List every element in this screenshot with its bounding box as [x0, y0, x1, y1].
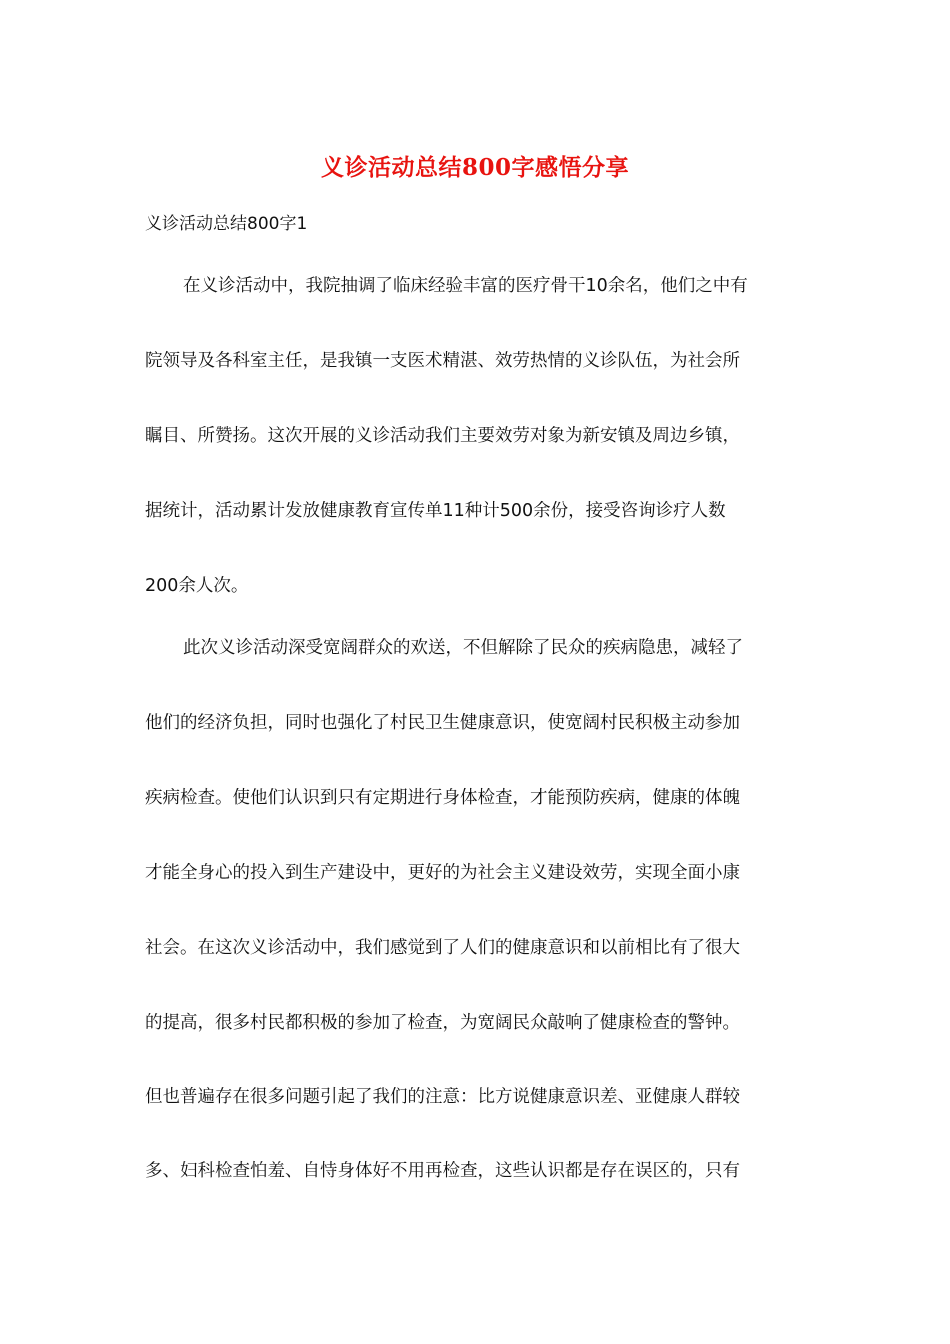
paragraph-line: 才能全身心的投入到生产建设中，更好的为社会主义建设效劳，实现全面小康 [145, 863, 740, 883]
paragraph-line: 院领导及各科室主任，是我镇一支医术精湛、效劳热情的义诊队伍，为社会所 [145, 351, 740, 371]
paragraph-line: 多、妇科检查怕羞、自恃身体好不用再检查，这些认识都是存在误区的，只有 [145, 1161, 740, 1181]
paragraph-line: 疾病检查。使他们认识到只有定期进行身体检查，才能预防疾病，健康的体魄 [145, 788, 740, 808]
section-subheading: 义诊活动总结800字1 [145, 214, 308, 234]
paragraph-line: 但也普遍存在很多问题引起了我们的注意：比方说健康意识差、亚健康人群较 [145, 1087, 740, 1107]
paragraph-line: 此次义诊活动深受宽阔群众的欢送，不但解除了民众的疾病隐患，减轻了 [183, 638, 743, 658]
paragraph-line: 瞩目、所赞扬。这次开展的义诊活动我们主要效劳对象为新安镇及周边乡镇， [145, 426, 740, 446]
paragraph-line: 社会。在这次义诊活动中，我们感觉到了人们的健康意识和以前相比有了很大 [145, 938, 740, 958]
document-title: 义诊活动总结800字感悟分享 [320, 154, 629, 181]
paragraph-line: 在义诊活动中，我院抽调了临床经验丰富的医疗骨干10余名，他们之中有 [183, 276, 748, 296]
paragraph-line: 的提高，很多村民都积极的参加了检查，为宽阔民众敲响了健康检查的警钟。 [145, 1013, 740, 1033]
paragraph-line: 200余人次。 [145, 576, 249, 596]
paragraph-line: 他们的经济负担，同时也强化了村民卫生健康意识，使宽阔村民积极主动参加 [145, 713, 740, 733]
paragraph-line: 据统计，活动累计发放健康教育宣传单11种计500余份，接受咨询诊疗人数 [145, 501, 726, 521]
